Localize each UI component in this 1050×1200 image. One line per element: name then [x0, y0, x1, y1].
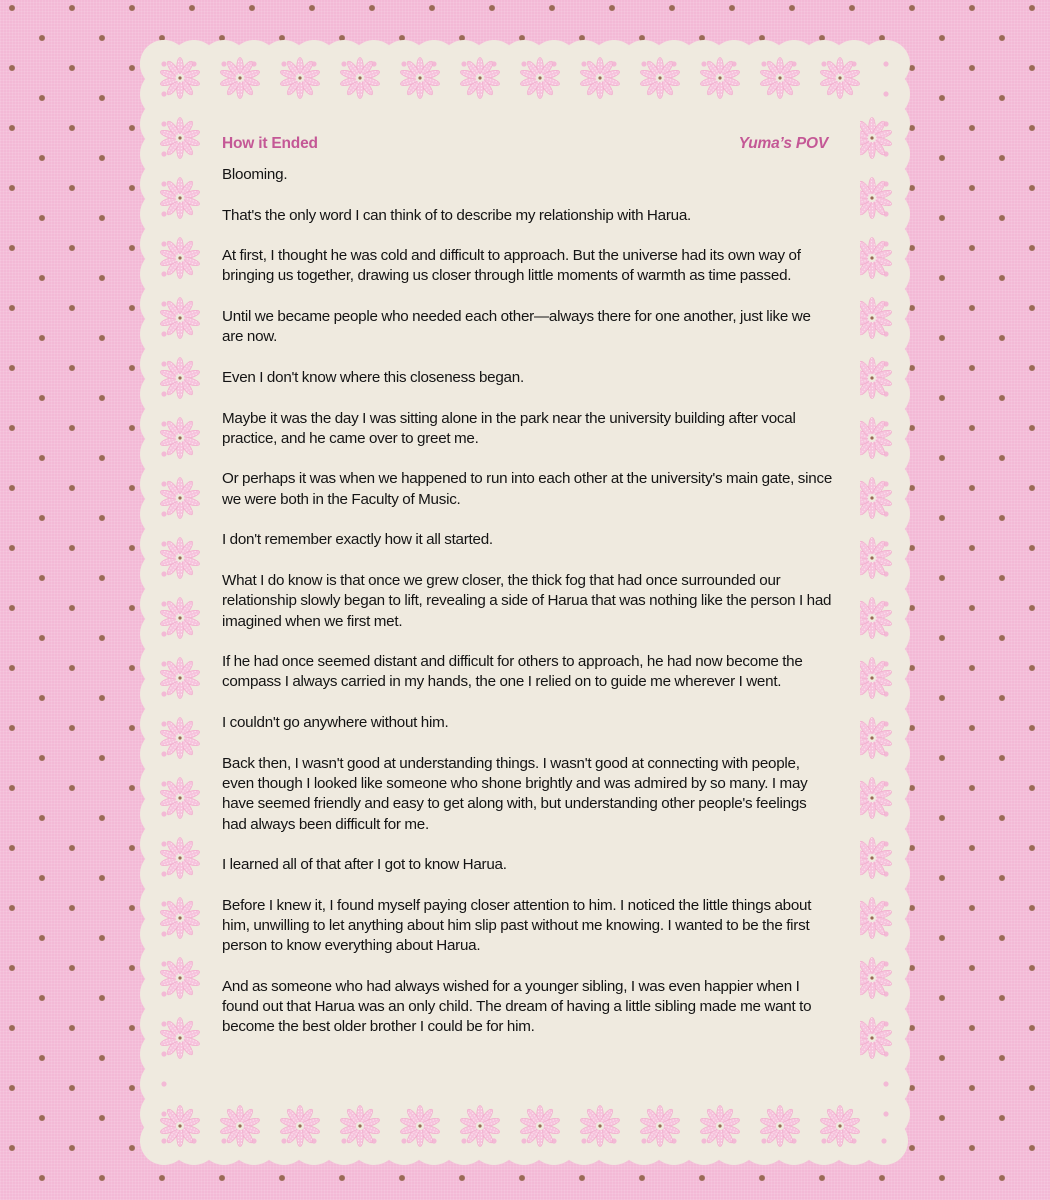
story-paragraph: What I do know is that once we grew closer, the thick fog that had once surrounded our relationship slowly began to lift, revealing a side of Harua that was nothing like the person I had imagined when we first met.: [222, 571, 832, 630]
story-paragraph: Even I don't know where this closeness began.: [222, 368, 524, 386]
story-paragraph: Maybe it was the day I was sitting alone in the park near the university building after vocal practice, and he came over to greet me.: [222, 409, 796, 447]
chapter-title: How it Ended: [222, 135, 318, 152]
story-paragraph: At first, I thought he was cold and difficult to approach. But the universe had its own way of bringing us together, drawing us closer through little moments of warmth as time passed.: [222, 247, 801, 285]
story-paragraph: Before I knew it, I found myself paying closer attention to him. I noticed the little things about him, unwilling to let anything about him slip past without me knowing. I wanted to be the first person to know everything about Harua.: [222, 896, 812, 955]
story-paragraph: If he had once seemed distant and difficult for others to approach, he had now become the compass I always carried in my hands, the one I relied on to guide me wherever I went.: [222, 653, 803, 691]
story-text: [222, 165, 834, 1058]
story-paragraph: I couldn't go anywhere without him.: [222, 714, 449, 732]
story-paragraph: And as someone who had always wished for a younger sibling, I was even happier when I found out that Harua was an only child. The dream of having a little sibling made me want to become the best older brother I could be for him.: [222, 977, 812, 1036]
story-paragraph: Until we became people who needed each other—always there for one another, just like we are now.: [222, 308, 811, 346]
story-paragraph: I learned all of that after I got to know Harua.: [222, 856, 507, 874]
story-paragraph: That's the only word I can think of to describe my relationship with Harua.: [222, 206, 692, 224]
story-paragraph: Blooming.: [222, 166, 288, 183]
story-paragraph: Back then, I wasn't good at understanding things. I wasn't good at connecting with people, even though I looked like someone who shone brightly and was admired by so many. I may have seemed friendly and easy to get along with, but understanding other people's feelings had always been difficult for me.: [222, 754, 808, 833]
pov-label: Yuma’s POV: [738, 135, 828, 152]
story-paragraph: Or perhaps it was when we happened to run into each other at the university's main gate, since we were both in the Faculty of Music.: [222, 470, 833, 508]
story-paragraph: I don't remember exactly how it all started.: [222, 531, 493, 549]
